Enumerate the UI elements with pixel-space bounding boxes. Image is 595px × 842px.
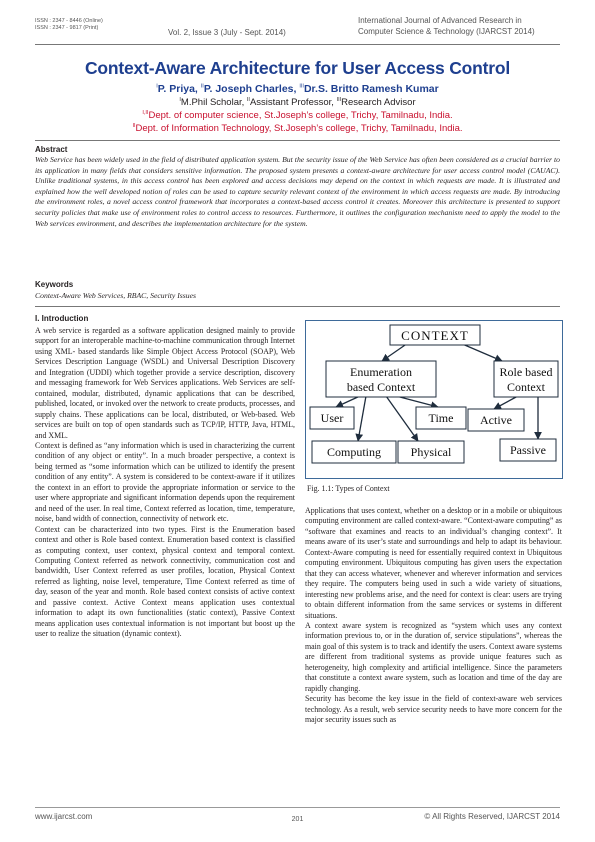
header-divider bbox=[35, 44, 560, 45]
designation-1-sup: I bbox=[179, 97, 181, 103]
context-types-diagram bbox=[306, 321, 562, 478]
intro-paragraph-3: Context can be characterized into two types. First is the Enumeration based context and other is Role based context. Enumeration based context is classified as computing context, user context, physical context and temporal context. Computing Context referred as network connectivity, communication cost and bandwidth, User Context referred as user profiles, location, Physical Context referred as lighting, noise level, temperature, Time Context referred as time of day, season of the year and month. Role based context consists of active context and passive context. Active Context means application uses contextual information to adapt its own functionalities (static context), Passive Context means application uses contextual information is not important but boost up the user to realize the situation (dynamic context). bbox=[35, 524, 295, 639]
keywords-divider bbox=[35, 306, 560, 307]
node-active-label: Active bbox=[480, 413, 512, 427]
author-list bbox=[0, 83, 595, 95]
abstract-heading: Abstract bbox=[35, 145, 68, 154]
node-user-label: User bbox=[320, 411, 344, 425]
paper-title: Context-Aware Architecture for User Access Control bbox=[84, 58, 511, 78]
volume-issue: Vol. 2, Issue 3 (July - Sept. 2014) bbox=[168, 28, 286, 37]
author-designations bbox=[0, 97, 595, 108]
node-computing-label: Computing bbox=[326, 445, 382, 459]
copyright-notice: © All Rights Reserved, IJARCST 2014 bbox=[424, 812, 560, 821]
node-time-label: Time bbox=[428, 411, 454, 425]
edge-enum-user bbox=[336, 396, 360, 407]
author-2-sup: II bbox=[200, 83, 204, 90]
edge-enum-computing bbox=[358, 396, 366, 441]
introduction-heading: I. Introduction bbox=[35, 314, 89, 323]
journal-website: www.ijarcst.com bbox=[35, 812, 93, 821]
affiliation-2-text: Dept. of Information Technology, St.Joseph’s college, Trichy, Tamilnadu, India. bbox=[135, 123, 463, 135]
intro-paragraph-2: Context is defined as “any information which is used in characterizing the current condition of any object or entity”. In a much broader perspective, a context is being termed as “some information which can be utilized to identify the present condition of any entity”. A system is considered to be context-aware if it utilizes the context in an effort to provide the appropriate information or service to the user where appropriate and significant information depends upon the requirement and need of the user. In real time, Context referred as location, time, temperature, noise, band width of connection, connectivity of network etc. bbox=[35, 440, 295, 524]
author-3-sup: III bbox=[299, 83, 304, 90]
node-passive-label: Passive bbox=[510, 443, 546, 457]
node-physical-label: Physical bbox=[410, 445, 452, 459]
intro-paragraph-5: A context aware system is recognized as “system which uses any context information previous to, or in the duration of, service stipulations”, whereas the main goal of this system is to track and identify the users. Context aware systems are different from traditional systems as provide unique features such as heterogeneity, high complexity and artificial intelligence. Since the parameters that constitute a context aware system, such as location and time of the day are rapidly changing. bbox=[305, 620, 562, 693]
intro-left-column bbox=[35, 326, 295, 640]
issn-print: ISSN : 2347 - 9817 (Print) bbox=[35, 25, 99, 31]
author-1-sup: I bbox=[156, 83, 158, 90]
figure-caption: Fig. 1.1: Types of Context bbox=[307, 484, 390, 493]
node-context-label: CONTEXT bbox=[401, 328, 469, 343]
designation-1: M.Phil Scholar, bbox=[180, 97, 247, 109]
issn-online: ISSN : 2347 - 8446 (Online) bbox=[35, 18, 103, 24]
edge-context-enumeration bbox=[382, 343, 408, 361]
intro-right-column bbox=[305, 506, 562, 726]
author-2: P. Joseph Charles, bbox=[203, 83, 300, 95]
keywords-text: Context-Aware Web Services, RBAC, Security Issues bbox=[35, 291, 197, 300]
affiliation-1 bbox=[0, 110, 595, 121]
context-types-figure bbox=[305, 320, 563, 479]
intro-paragraph-4: Applications that uses context, whether on a desktop or in a mobile or ubiquitous computing environment are called context-aware. “Context-aware computing” as “software that examines and reacts to an individual’s changing context”. It means aware of its user’s state and surroundings and help to adapt its behaviour. Context-Aware computing is need for essentially required context in Ubiquitous computing environment. Ubiquitous computing has given users the expectation that they can access whatever, whenever and wherever information and services they require. The computers being used in such a wide variety of situations, interesting new problems arise, and the need for context is clear: users are trying to obtain different information from the same services or systems in different situations. bbox=[305, 506, 562, 620]
intro-paragraph-6: Security has become the key issue in the field of context-aware web services technology. As a result, web service security needs to have more concern for the major security issues such as bbox=[305, 694, 562, 725]
edge-role-active bbox=[494, 396, 518, 409]
page-number: 201 bbox=[291, 816, 304, 823]
journal-name-line1: International Journal of Advanced Research in bbox=[358, 16, 522, 25]
designation-3-sup: III bbox=[336, 97, 342, 103]
journal-name bbox=[358, 15, 563, 37]
node-enumeration-label-1: Enumeration bbox=[350, 365, 412, 379]
author-3: Dr.S. Britto Ramesh Kumar bbox=[303, 83, 439, 95]
designation-2: Assistant Professor, bbox=[249, 97, 337, 109]
edge-enum-time bbox=[396, 396, 438, 407]
designation-3: Research Advisor bbox=[341, 97, 416, 109]
affiliation-2-sup: II bbox=[132, 123, 136, 129]
node-role-label-2: Context bbox=[507, 380, 545, 394]
node-role-label-1: Role based bbox=[499, 365, 553, 379]
node-enumeration-label-2: based Context bbox=[346, 380, 416, 394]
journal-name-line2: Computer Science & Technology (IJARCST 2014) bbox=[358, 27, 535, 36]
designation-2-sup: II bbox=[246, 97, 250, 103]
footer-divider bbox=[35, 807, 560, 808]
edge-enum-physical bbox=[386, 396, 418, 441]
intro-paragraph-1: A web service is regarded as a software application designed mainly to provide support for an interoperable machine-to-machine communication through Internet using XML- based standards like Simple Object Access Protocol (SOAP), Web Services Description Language (WSDL) and Universal Description Discovery and Integration (UDDI) which together provide a service description, discovery and messaging framework for Web Services applications. Web Services are self-contained, modular, distributed, dynamic applications that can be described, published, located, or invoked over the network to create products, processes, and supply chains. These applications can be local, distributed, or Web-based. Web services are built on top of open standards such as TCP/IP, HTTP, Java, HTML, and XML. bbox=[35, 326, 295, 440]
issn-block bbox=[35, 18, 103, 32]
keywords-heading: Keywords bbox=[35, 280, 74, 289]
affiliation-1-text: Dept. of computer science, St.Joseph’s college, Trichy, Tamilnadu, India. bbox=[148, 110, 453, 122]
affiliation-1-sup: I,II bbox=[142, 110, 149, 116]
edge-context-role bbox=[460, 343, 502, 361]
author-1: P. Priya, bbox=[157, 83, 201, 95]
affiliation-2 bbox=[0, 123, 595, 134]
abstract-text: Web Service has been widely used in the field of distributed application system. But the security issue of the Web Service has often been considered as a crucial barrier to its application in many fields that considers sensitive information. The proposed system presents a context-aware architecture for user access control model (CAUAC). Unlike traditional systems, in this access control has been explored and access decisions may depend on the context in which requests are made. It is illustrated and explained how the well developed notion of roles can be used to capture security relevant context of the environment in which access requests are made. By introducing the environment roles, a novel access control framework that incorporates a context-based access control it creates. Moreover this architecture is presented to support security policies that make use of environment roles to control access to resources. Furthermore, it outlines the configuration mechanism need to apply the model to the Web services environment, and describes the implementation architecture for the system. bbox=[35, 155, 560, 228]
abstract-divider bbox=[35, 140, 560, 141]
